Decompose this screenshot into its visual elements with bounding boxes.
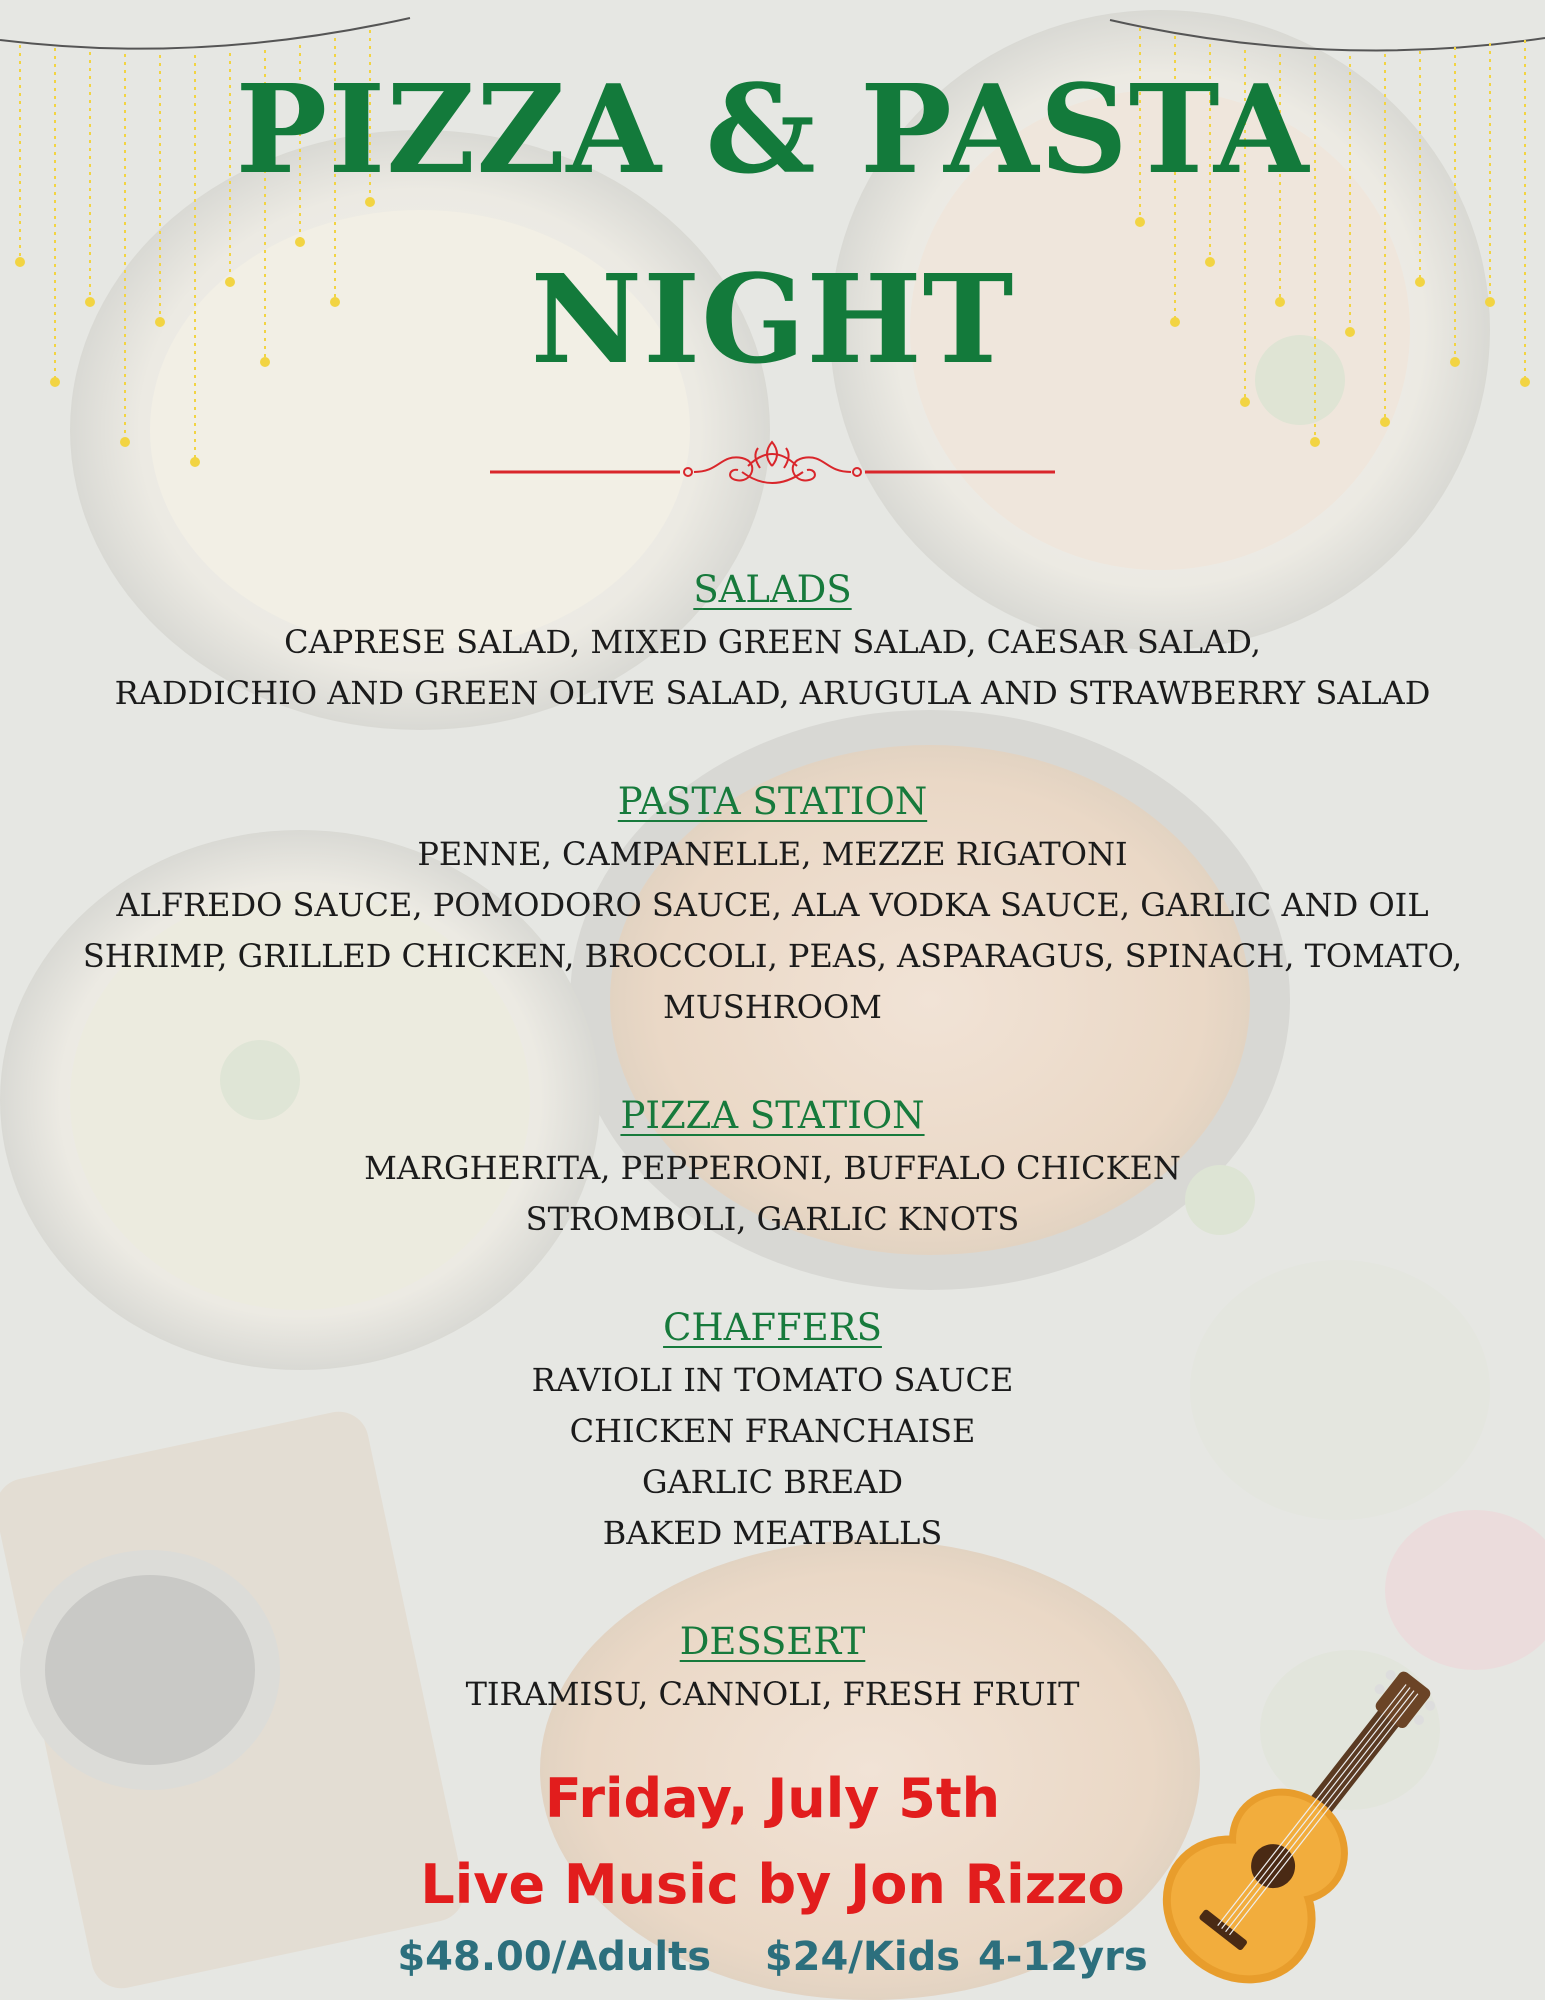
section-heading-pizza-station: PIZZA STATION xyxy=(620,1094,925,1137)
menu-item-line: ALFREDO SAUCE, POMODORO SAUCE, ALA VODKA SAUCE, GARLIC AND OIL xyxy=(116,886,1429,924)
section-items-pasta-station xyxy=(0,829,1545,1033)
section-heading-dessert: DESSERT xyxy=(679,1620,866,1663)
section-heading-pasta-station: PASTA STATION xyxy=(617,780,928,823)
section-heading-salads: SALADS xyxy=(693,568,852,611)
section-items-chaffers xyxy=(0,1355,1545,1559)
flourish-ornament-icon xyxy=(480,432,1065,508)
price-kids: $24/Kids 4-12yrs xyxy=(764,1934,1148,1980)
title-line-1: PIZZA & PASTA xyxy=(235,57,1310,201)
menu-item-line: RAVIOLI IN TOMATO SAUCE xyxy=(531,1361,1014,1399)
menu-item-line: PENNE, CAMPANELLE, MEZZE RIGATONI xyxy=(417,835,1128,873)
menu-item-line: CHICKEN FRANCHAISE xyxy=(569,1412,976,1450)
price-adults: $48.00/Adults xyxy=(397,1934,711,1980)
section-items-pizza-station xyxy=(0,1143,1545,1245)
section-heading-chaffers: CHAFFERS xyxy=(663,1306,882,1349)
section-items-salads xyxy=(0,617,1545,719)
menu-item-line: SHRIMP, GRILLED CHICKEN, BROCCOLI, PEAS, ASPARAGUS, SPINACH, TOMATO, xyxy=(82,937,1463,975)
menu-item-line: TIRAMISU, CANNOLI, FRESH FRUIT xyxy=(465,1675,1080,1713)
menu-item-line: MUSHROOM xyxy=(663,988,882,1026)
menu-item-line: MARGHERITA, PEPPERONI, BUFFALO CHICKEN xyxy=(364,1149,1181,1187)
event-date: Friday, July 5th xyxy=(544,1767,1001,1830)
menu-item-line: GARLIC BREAD xyxy=(641,1463,904,1501)
menu-item-line: RADDICHIO AND GREEN OLIVE SALAD, ARUGULA AND STRAWBERRY SALAD xyxy=(114,674,1431,712)
title-line-2: NIGHT xyxy=(530,247,1015,391)
menu-item-line: BAKED MEATBALLS xyxy=(602,1514,943,1552)
event-live-music: Live Music by Jon Rizzo xyxy=(420,1853,1125,1916)
menu-item-line: STROMBOLI, GARLIC KNOTS xyxy=(525,1200,1020,1238)
guitar-icon xyxy=(1150,1660,1440,1990)
menu-item-line: CAPRESE SALAD, MIXED GREEN SALAD, CAESAR SALAD, xyxy=(284,623,1261,661)
